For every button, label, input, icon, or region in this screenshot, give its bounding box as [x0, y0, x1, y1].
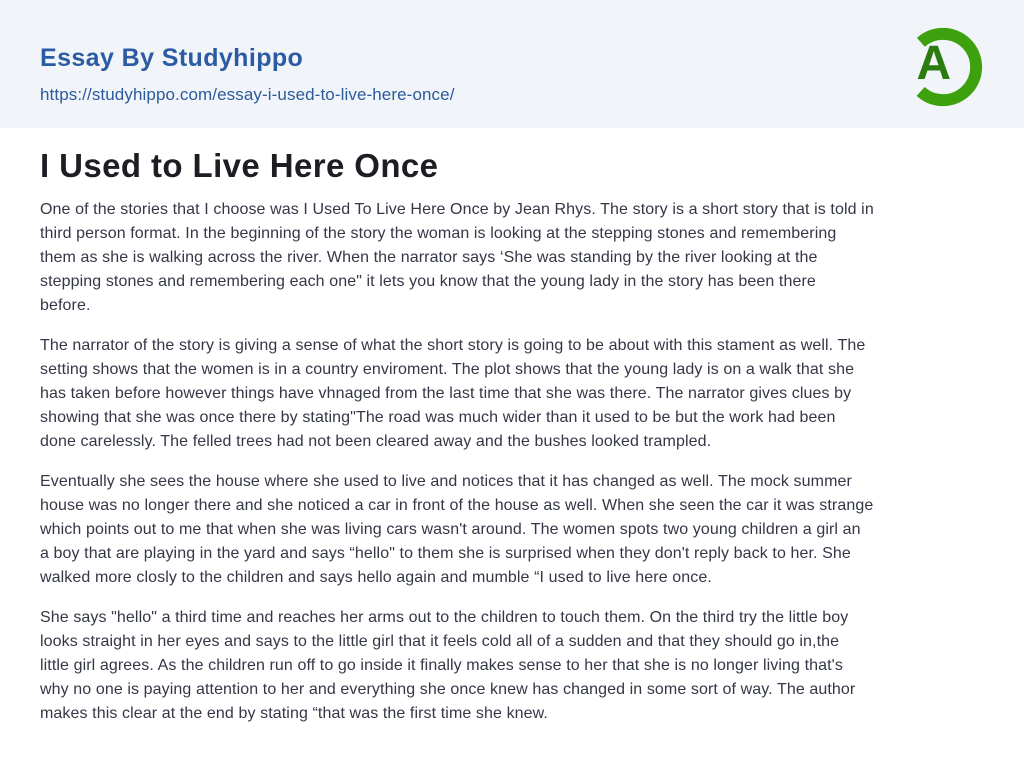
- essay-text-line: why no one is paying attention to her and everything she once knew has changed in some sort of way. The author: [40, 681, 856, 698]
- essay-text-line: showing that she was once there by stating"The road was much wider than it used to be but the work had been: [40, 409, 836, 426]
- essay-text-line: a boy that are playing in the yard and says “hello" to them she is surprised when they don't reply back to her. She: [40, 545, 851, 562]
- essay-paragraph-1: [40, 198, 984, 318]
- essay-text-line: Eventually she sees the house where she used to live and notices that it has changed as well. The mock summer: [40, 473, 852, 490]
- essay-text-line: done carelessly. The felled trees had not been cleared away and the bushes looked trampled.: [40, 433, 712, 450]
- essay-text-line: looks straight in her eyes and says to the little girl that it feels cold all of a sudden and that they should go in,the: [40, 633, 840, 650]
- studyhippo-logo: [897, 21, 989, 113]
- site-title: Essay By Studyhippo: [40, 44, 304, 72]
- essay-text-line: before.: [40, 297, 91, 314]
- essay-text-line: has taken before however things have vhnaged from the last time that she was there. The narrator gives clues by: [40, 385, 852, 402]
- essay-text-line: makes this clear at the end by stating “that was the first time she knew.: [40, 705, 548, 722]
- essay-text-line: stepping stones and remembering each one" it lets you know that the young lady in the story has been there: [40, 273, 816, 290]
- essay-text-line: them as she is walking across the river. When the narrator says ‘She was standing by the river looking at the: [40, 249, 818, 266]
- page-header: [0, 0, 1024, 128]
- essay-paragraph-4: [40, 606, 984, 726]
- essay-text-line: She says "hello" a third time and reaches her arms out to the children to touch them. On the third try the little boy: [40, 609, 849, 626]
- essay-paragraph-2: [40, 334, 984, 454]
- essay-text-line: walked more closly to the children and says hello again and mumble “I used to live here once.: [40, 569, 712, 586]
- essay-title: I Used to Live Here Once: [40, 147, 439, 184]
- essay-text-line: little girl agrees. As the children run off to go inside it finally makes sense to her that she is no longer living that's: [40, 657, 843, 674]
- essay-text-line: setting shows that the women is in a country enviroment. The plot shows that the young lady is on a walk that she: [40, 361, 855, 378]
- logo-letter: A: [916, 36, 952, 90]
- essay-text-line: house was no longer there and she noticed a car in front of the house as well. When she seen the car it was strange: [40, 497, 874, 514]
- essay-text-line: The narrator of the story is giving a sense of what the short story is going to be about with this stament as well. The: [40, 337, 866, 354]
- essay-text-line: third person format. In the beginning of the story the woman is looking at the stepping stones and remembering: [40, 225, 837, 242]
- essay-url-link[interactable]: https://studyhippo.com/essay-i-used-to-live-here-once/: [40, 85, 455, 104]
- essay-text-line: which points out to me that when she was living cars wasn't around. The women spots two young children a girl an: [40, 521, 861, 538]
- essay-text-line: One of the stories that I choose was I Used To Live Here Once by Jean Rhys. The story is a short story that is told in: [40, 201, 874, 218]
- essay-paragraph-3: [40, 470, 984, 590]
- essay-body: [0, 147, 1024, 726]
